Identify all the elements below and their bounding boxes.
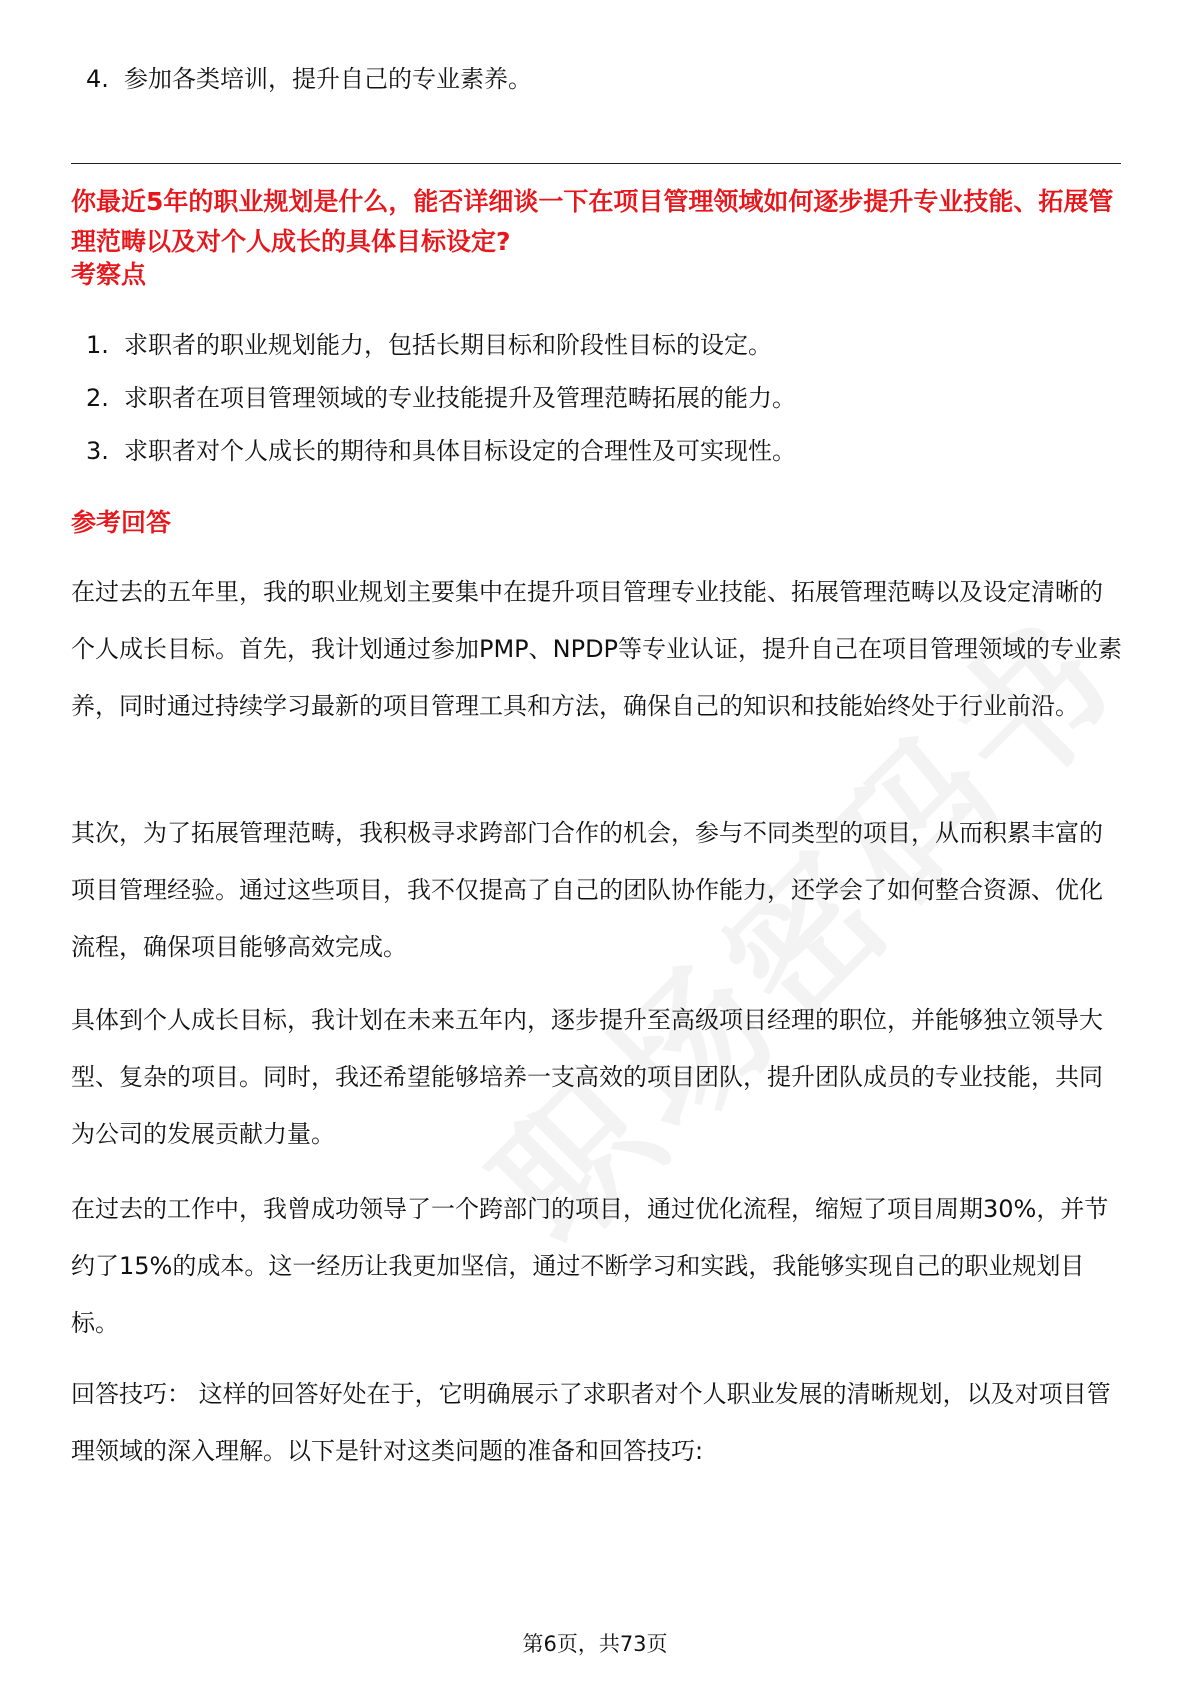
list-number: 1. — [86, 331, 109, 359]
list-text: 求职者对个人成长的期待和具体目标设定的合理性及可实现性。 — [124, 437, 796, 465]
page-number: 第6页，共73页 — [522, 1632, 668, 1656]
list-text: 参加各类培训，提升自己的专业素养。 — [124, 65, 532, 93]
divider — [71, 163, 1121, 164]
list-text: 求职者在项目管理领域的专业技能提升及管理范畴拓展的能力。 — [124, 384, 796, 412]
list-number: 4. — [86, 65, 109, 93]
answer-heading: 参考回答 — [71, 508, 172, 537]
answer-tips-paragraph: 回答技巧： 这样的回答好处在于，它明确展示了求职者对个人职业发展的清晰规划，以及对项目管理领域的深入理解。以下是针对这类问题的准备和回答技巧: — [71, 1380, 1111, 1465]
focus-point — [86, 434, 796, 468]
answer-paragraph: 具体到个人成长目标，我计划在未来五年内，逐步提升至高级项目经理的职位，并能够独立领导大型、复杂的项目。同时，我还希望能够培养一支高效的项目团队，提升团队成员的专业技能，共同为公司的发展贡献力量。 — [71, 1006, 1103, 1148]
focus-point — [86, 381, 796, 415]
list-item — [86, 62, 532, 96]
list-number: 3. — [86, 437, 109, 465]
question-title: 你最近5年的职业规划是什么，能否详细谈一下在项目管理领域如何逐步提升专业技能、拓展管理范畴以及对个人成长的具体目标设定? — [71, 187, 1114, 256]
answer-paragraph: 在过去的工作中，我曾成功领导了一个跨部门的项目，通过优化流程，缩短了项目周期30%，并节约了15%的成本。这一经历让我更加坚信，通过不断学习和实践，我能够实现自己的职业规划目标。 — [71, 1195, 1109, 1337]
answer-paragraph: 在过去的五年里，我的职业规划主要集中在提升项目管理专业技能、拓展管理范畴以及设定清晰的个人成长目标。首先，我计划通过参加PMP、NPDP等专业认证，提升自己在项目管理领域的专业素养，同时通过持续学习最新的项目管理工具和方法，确保自己的知识和技能始终处于行业前沿。 — [71, 578, 1123, 720]
focus-point — [86, 328, 772, 362]
list-text: 求职者的职业规划能力，包括长期目标和阶段性目标的设定。 — [124, 331, 772, 359]
focus-heading: 考察点 — [71, 260, 147, 289]
answer-paragraph: 其次，为了拓展管理范畴，我积极寻求跨部门合作的机会，参与不同类型的项目，从而积累丰富的项目管理经验。通过这些项目，我不仅提高了自己的团队协作能力，还学会了如何整合资源、优化流程，确保项目能够高效完成。 — [71, 819, 1103, 961]
list-number: 2. — [86, 384, 109, 412]
